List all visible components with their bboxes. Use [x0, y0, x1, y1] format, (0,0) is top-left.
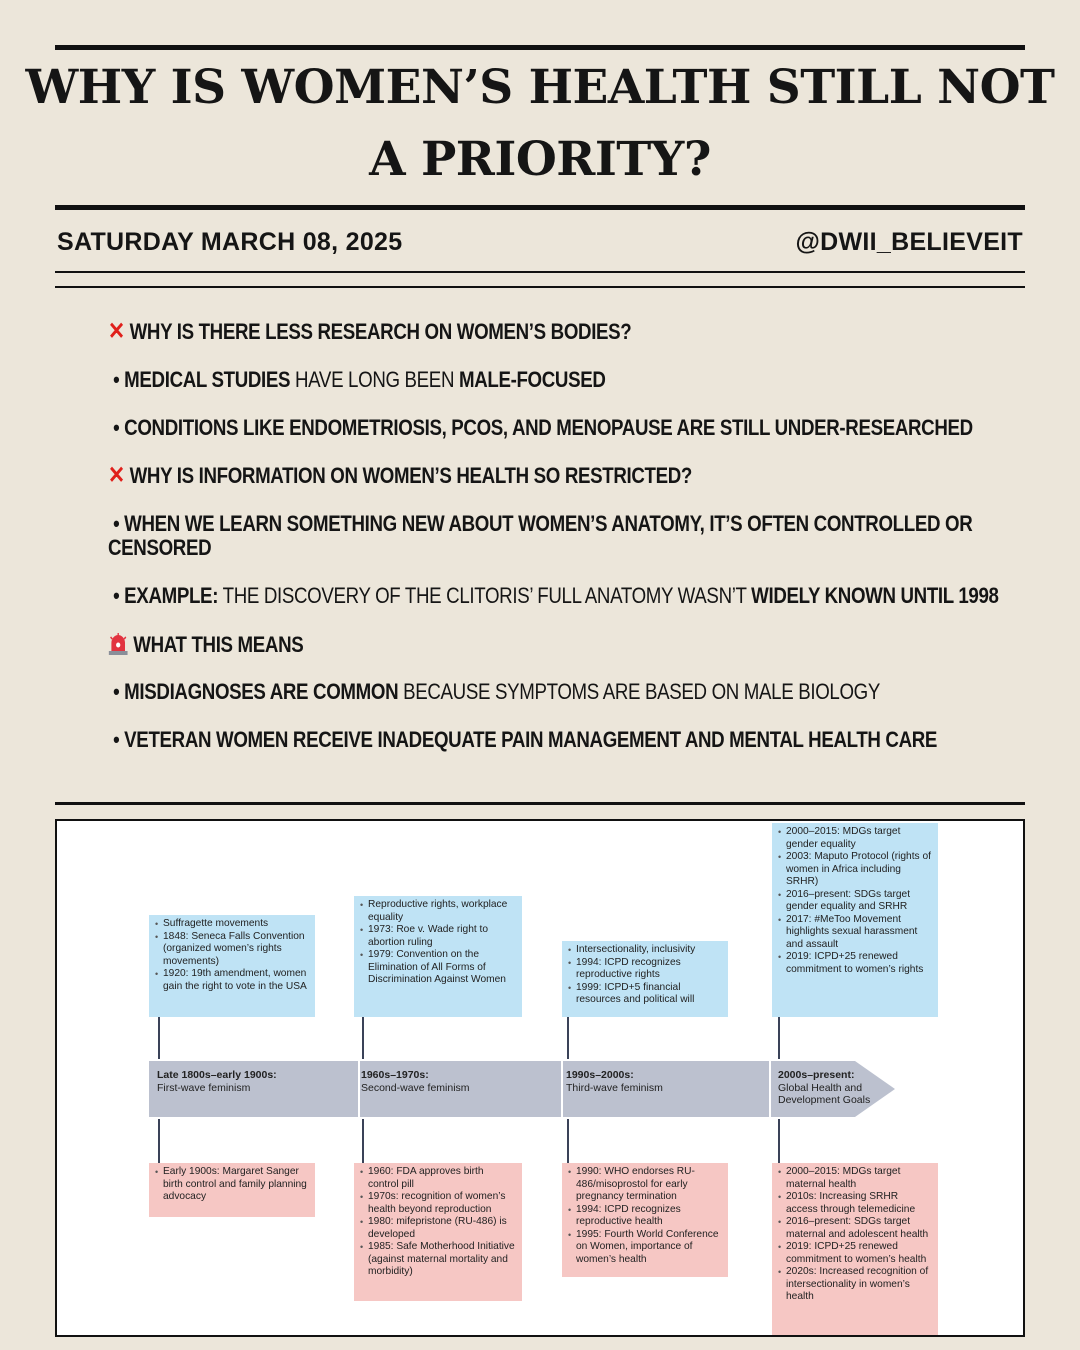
- rights-list: [568, 944, 722, 1007]
- bullet-text-bold: MISDIAGNOSES ARE COMMON: [124, 679, 399, 704]
- bullet-example: [108, 584, 1005, 608]
- timeline-item: • 1999: ICPD+5 financial resources and political will: [568, 982, 722, 1007]
- timeline-figure: [55, 819, 1025, 1337]
- timeline-item: • 1920: 19th amendment, women gain the right to vote in the USA: [155, 968, 309, 993]
- rights-box-first-wave: [149, 915, 315, 1017]
- timeline-item: • 2020s: Increased recognition of intersectionality in women’s health: [778, 1266, 932, 1304]
- timeline-item: • Early 1900s: Margaret Sanger birth control and family planning advocacy: [155, 1166, 309, 1204]
- rights-list: [778, 826, 932, 976]
- bullet-text-bold: MALE-FOCUSED: [458, 367, 606, 392]
- timeline-item: • 2000–2015: MDGs target maternal health: [778, 1166, 932, 1191]
- timeline-item: • 2003: Maputo Protocol (rights of women in Africa including SRHR): [778, 851, 932, 889]
- timeline-item: • Reproductive rights, workplace equality: [360, 899, 516, 924]
- health-list: [155, 1166, 309, 1204]
- timeline-item: • 1960: FDA approves birth control pill: [360, 1166, 516, 1191]
- bullet-text-bold: MEDICAL STUDIES: [124, 367, 291, 392]
- timeline-item: • 2010s: Increasing SRHR access through telemedicine: [778, 1191, 932, 1216]
- bullet-text: CONDITIONS LIKE ENDOMETRIOSIS, PCOS, AND MENOPAUSE ARE STILL UNDER-RESEARCHED: [124, 415, 973, 440]
- health-list: [568, 1166, 722, 1266]
- health-box-first-wave: [149, 1163, 315, 1217]
- title-bottom-rule: [55, 205, 1025, 210]
- health-box-global-goals: [772, 1163, 938, 1335]
- bullet-under-researched: [108, 416, 1005, 440]
- question-restricted-text: WHY IS INFORMATION ON WOMEN’S HEALTH SO RESTRICTED?: [129, 463, 692, 488]
- era-name: First-wave feminism: [157, 1081, 251, 1094]
- era-name: Second-wave feminism: [361, 1081, 470, 1094]
- timeline-item: • 2016–present: SDGs target maternal and adolescent health: [778, 1216, 932, 1241]
- bullet-male-focused: [108, 368, 1005, 392]
- timeline-item: • Suffragette movements: [155, 918, 309, 931]
- arrow-down: [158, 1017, 160, 1059]
- bullet-veteran: [108, 728, 1005, 752]
- timeline-item: • 1995: Fourth World Conference on Women, importance of women’s health: [568, 1229, 722, 1267]
- era-name: Third-wave feminism: [566, 1081, 663, 1094]
- health-box-third-wave: [562, 1163, 728, 1277]
- timeline-item: • 2016–present: SDGs target gender equality and SRHR: [778, 889, 932, 914]
- arrow-down: [778, 1017, 780, 1059]
- timeline-item: • 2000–2015: MDGs target gender equality: [778, 826, 932, 851]
- bullet-dot: •: [113, 415, 120, 440]
- bullet-text: HAVE LONG BEEN: [290, 367, 459, 392]
- health-list: [778, 1166, 932, 1304]
- bullet-text: BECAUSE SYMPTOMS ARE BASED ON MALE BIOLOGY: [398, 679, 881, 704]
- dateline-rule-2: [55, 286, 1025, 288]
- bullet-dot: •: [113, 679, 120, 704]
- question-research: [108, 320, 1005, 344]
- arrow-up: [567, 1119, 569, 1163]
- question-research-text: WHY IS THERE LESS RESEARCH ON WOMEN’S BODIES?: [129, 319, 632, 344]
- era-second-wave: [361, 1069, 551, 1094]
- heading-what-this-means: [108, 632, 1005, 657]
- bullet-censored: [108, 512, 1005, 560]
- era-name: Global Health and Development Goals: [778, 1081, 871, 1106]
- question-restricted: [108, 464, 1005, 488]
- bullet-text-bold: WIDELY KNOWN UNTIL 1998: [751, 583, 999, 608]
- date-line: SATURDAY MARCH 08, 2025: [57, 228, 403, 256]
- top-rule: [55, 45, 1025, 50]
- era-period: 1990s–2000s:: [566, 1069, 634, 1081]
- timeline-item: • 1990: WHO endorses RU-486/misoprostol for early pregnancy termination: [568, 1166, 722, 1204]
- cross-mark-icon: ✕: [108, 318, 125, 345]
- rights-box-third-wave: [562, 941, 728, 1017]
- rights-list: [360, 899, 516, 987]
- timeline-item: • 2019: ICPD+25 renewed commitment to women’s rights: [778, 951, 932, 976]
- bullet-misdiagnoses: [108, 680, 1005, 704]
- timeline-item: • 1985: Safe Motherhood Initiative (against maternal mortality and morbidity): [360, 1241, 516, 1279]
- timeline-item: • 2017: #MeToo Movement highlights sexual harassment and assault: [778, 914, 932, 952]
- rights-box-second-wave: [354, 896, 522, 1017]
- era-period: 1960s–1970s:: [361, 1069, 429, 1081]
- cross-mark-icon: ✕: [108, 462, 125, 489]
- health-box-second-wave: [354, 1163, 522, 1301]
- timeline-item: • 1973: Roe v. Wade right to abortion ruling: [360, 924, 516, 949]
- author-handle: @DWII_BELIEVEIT: [795, 228, 1023, 256]
- siren-icon: [108, 632, 128, 656]
- timeline-item: • 1970s: recognition of women’s health beyond reproduction: [360, 1191, 516, 1216]
- timeline-item: • 1980: mifepristone (RU-486) is developed: [360, 1216, 516, 1241]
- arrow-up: [362, 1119, 364, 1163]
- bullet-dot: •: [113, 367, 120, 392]
- section-rule: [55, 802, 1025, 805]
- arrow-up: [158, 1119, 160, 1163]
- bullet-text: THE DISCOVERY OF THE CLITORIS’ FULL ANATOMY WASN’T: [218, 583, 752, 608]
- rights-list: [155, 918, 309, 993]
- era-global-goals: [778, 1069, 893, 1107]
- era-period: Late 1800s–early 1900s:: [157, 1069, 277, 1081]
- arrow-up: [778, 1119, 780, 1163]
- timeline-item: • 1994: ICPD recognizes reproductive rights: [568, 957, 722, 982]
- bullet-dot: •: [113, 583, 120, 608]
- bullet-text: WHEN WE LEARN SOMETHING NEW ABOUT WOMEN’S ANATOMY, IT’S OFTEN CONTROLLED OR: [124, 511, 973, 536]
- timeline-item: • 1994: ICPD recognizes reproductive health: [568, 1204, 722, 1229]
- timeline-item: • 1979: Convention on the Elimination of All Forms of Discrimination Against Women: [360, 949, 516, 987]
- heading-text: WHAT THIS MEANS: [133, 632, 304, 657]
- bullet-text: VETERAN WOMEN RECEIVE INADEQUATE PAIN MANAGEMENT AND MENTAL HEALTH CARE: [124, 727, 938, 752]
- dateline-rule-1: [55, 271, 1025, 273]
- bullet-text-continued: CENSORED: [108, 535, 212, 560]
- timeline-item: • Intersectionality, inclusivity: [568, 944, 722, 957]
- bullet-dot: •: [113, 511, 120, 536]
- timeline-item: • 1848: Seneca Falls Convention (organized women’s rights movements): [155, 931, 309, 969]
- page-title: WHY IS WOMEN’S HEALTH STILL NOT A PRIORITY?: [25, 60, 1055, 187]
- timeline-item: • 2019: ICPD+25 renewed commitment to women’s health: [778, 1241, 932, 1266]
- era-period: 2000s–present:: [778, 1069, 855, 1081]
- bullet-text-bold: EXAMPLE:: [124, 583, 219, 608]
- bullet-dot: •: [113, 727, 120, 752]
- health-list: [360, 1166, 516, 1279]
- era-third-wave: [566, 1069, 756, 1094]
- arrow-down: [362, 1017, 364, 1059]
- arrow-down: [567, 1017, 569, 1059]
- rights-box-global-goals: [772, 823, 938, 1017]
- era-first-wave: [157, 1069, 357, 1094]
